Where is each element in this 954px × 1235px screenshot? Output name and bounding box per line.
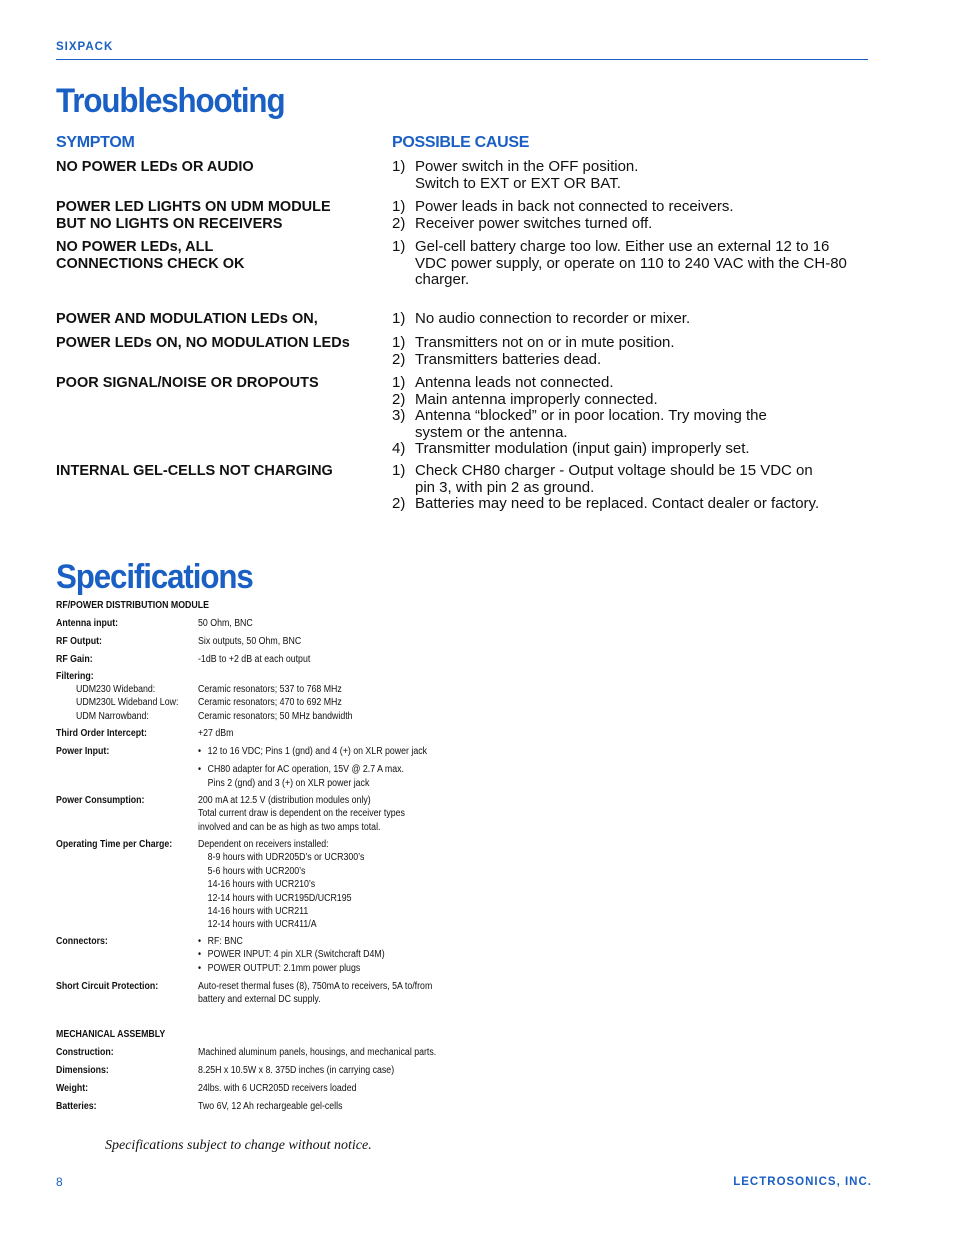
- cause-line: Antenna leads not connected.: [415, 374, 614, 391]
- symptom-line: CONNECTIONS CHECK OK: [56, 256, 245, 272]
- power-input-bullet-continued: Pins 2 (gnd) and 3 (+) on XLR power jack: [207, 777, 370, 789]
- short-circuit-value: [198, 980, 432, 1007]
- cause-number: 1): [392, 310, 406, 327]
- rf-module-heading: RF/POWER DISTRIBUTION MODULE: [56, 600, 210, 611]
- power-input-bullet: • CH80 adapter for AC operation, 15V @ 2.7 A max.: [198, 763, 427, 776]
- cause-number: 1): [392, 334, 406, 351]
- cause-line: Power leads in back not connected to receivers.: [415, 198, 734, 215]
- cause-item: [392, 216, 872, 233]
- possible-causes: [392, 159, 872, 192]
- operating-time-item: 5-6 hours with UCR200’s: [207, 865, 306, 877]
- filtering-value: Ceramic resonators; 537 to 768 MHz: [198, 684, 342, 695]
- cause-line: Transmitters batteries dead.: [415, 350, 602, 368]
- rf-output-label: RF Output:: [56, 636, 102, 647]
- cause-line: Transmitters not on or in mute position.: [415, 334, 675, 351]
- company-name: LECTROSONICS, INC.: [733, 1176, 872, 1188]
- power-consumption-line: involved and can be as high as two amps total.: [198, 821, 381, 833]
- connectors-label: Connectors:: [56, 936, 108, 947]
- cause-line: Gel-cell battery charge too low. Either use an external 12 to 16: [415, 238, 830, 255]
- cause-item: [392, 199, 872, 216]
- symptom-line: NO POWER LEDs OR AUDIO: [56, 159, 254, 175]
- cause-number: 2): [392, 214, 406, 232]
- connector-item: • POWER OUTPUT: 2.1mm power plugs: [198, 962, 385, 975]
- cause-item: [392, 159, 872, 192]
- possible-causes: [392, 199, 872, 232]
- cause-item: [392, 352, 872, 369]
- power-consumption-value: [198, 794, 405, 834]
- third-order-label: Third Order Intercept:: [56, 728, 147, 739]
- cause-item: [392, 496, 872, 513]
- rf-gain-value: -1dB to +2 dB at each output: [198, 654, 311, 665]
- batteries-value: Two 6V, 12 Ah rechargeable gel-cells: [198, 1101, 343, 1112]
- cause-item: [392, 375, 872, 392]
- cause-number: 3): [392, 407, 406, 424]
- antenna-input-label: Antenna input:: [56, 618, 119, 629]
- cause-item: [392, 441, 872, 458]
- construction-label: Construction:: [56, 1047, 114, 1058]
- operating-time-item: 14-16 hours with UCR210’s: [207, 879, 316, 891]
- filtering-value: Ceramic resonators; 470 to 692 MHz: [198, 697, 342, 708]
- symptom-text: [56, 311, 318, 328]
- cause-number: 1): [392, 462, 406, 479]
- cause-line: Main antenna improperly connected.: [415, 390, 658, 408]
- cause-number: 1): [392, 158, 406, 175]
- connector-item: • POWER INPUT: 4 pin XLR (Switchcraft D4M): [198, 948, 385, 961]
- specifications-title: Specifications: [56, 558, 253, 596]
- dimensions-value: 8.25H x 10.5W x 8. 375D inches (in carrying case): [198, 1065, 395, 1076]
- short-circuit-line: Auto-reset thermal fuses (8), 750mA to receivers, 5A to/from: [198, 981, 433, 992]
- symptom-line: POWER AND MODULATION LEDs ON,: [56, 311, 318, 327]
- symptom-text: [56, 199, 331, 233]
- possible-causes: [392, 311, 872, 328]
- symptom-line: POOR SIGNAL/NOISE OR DROPOUTS: [56, 375, 319, 391]
- cause-line: charger.: [415, 271, 470, 288]
- dimensions-label: Dimensions:: [56, 1065, 109, 1076]
- specifications-notice: Specifications subject to change without notice.: [105, 1138, 372, 1153]
- cause-line: Transmitter modulation (input gain) improperly set.: [415, 440, 750, 457]
- cause-line: VDC power supply, or operate on 110 to 240 VAC with the CH-80: [415, 254, 847, 272]
- filtering-label: Filtering:: [56, 671, 94, 682]
- cause-item: [392, 463, 872, 496]
- connectors-value: [198, 935, 385, 975]
- troubleshooting-title: Troubleshooting: [56, 82, 285, 120]
- operating-time-intro: Dependent on receivers installed:: [198, 839, 329, 850]
- power-input-value: [198, 745, 427, 790]
- cause-item: [392, 335, 872, 352]
- short-circuit-line: battery and external DC supply.: [198, 994, 321, 1006]
- cause-item: [392, 311, 872, 328]
- symptom-line: POWER LED LIGHTS ON UDM MODULE: [56, 199, 331, 215]
- cause-line: No audio connection to recorder or mixer.: [415, 310, 691, 327]
- weight-label: Weight:: [56, 1083, 89, 1094]
- cause-item: [392, 392, 872, 409]
- weight-value: 24lbs. with 6 UCR205D receivers loaded: [198, 1083, 357, 1094]
- antenna-input-value: 50 Ohm, BNC: [198, 618, 253, 629]
- batteries-label: Batteries:: [56, 1101, 97, 1112]
- operating-time-item: 12-14 hours with UCR411/A: [207, 919, 317, 931]
- third-order-value: +27 dBm: [198, 728, 234, 739]
- symptom-line: BUT NO LIGHTS ON RECEIVERS: [56, 216, 283, 232]
- cause-number: 2): [392, 495, 406, 512]
- possible-causes: [392, 463, 872, 513]
- symptom-text: [56, 159, 254, 176]
- filtering-sublabel: UDM230 Wideband:: [76, 684, 156, 695]
- header-divider: [56, 59, 868, 60]
- cause-line: Power switch in the OFF position.: [415, 158, 639, 175]
- cause-number: 1): [392, 374, 406, 391]
- symptom-text: [56, 335, 350, 352]
- symptom-text: [56, 463, 333, 480]
- cause-number: 1): [392, 238, 406, 255]
- symptom-text: [56, 375, 319, 392]
- operating-time-item: 8-9 hours with UDR205D’s or UCR300’s: [207, 852, 365, 864]
- symptom-text: [56, 239, 245, 273]
- operating-time-value: [198, 838, 364, 932]
- possible-cause-heading: POSSIBLE CAUSE: [392, 134, 530, 151]
- filtering-value: Ceramic resonators; 50 MHz bandwidth: [198, 711, 353, 722]
- mechanical-assembly-heading: MECHANICAL ASSEMBLY: [56, 1029, 166, 1040]
- cause-line: Batteries may need to be replaced. Contact dealer or factory.: [415, 495, 820, 512]
- power-input-label: Power Input:: [56, 746, 110, 757]
- power-consumption-line: Total current draw is dependent on the receiver types: [198, 808, 405, 820]
- filtering-sublabel: UDM230L Wideband Low:: [76, 697, 179, 708]
- possible-causes: [392, 375, 872, 458]
- filtering-sublabel: UDM Narrowband:: [76, 711, 149, 722]
- power-consumption-line: 200 mA at 12.5 V (distribution modules only): [198, 795, 371, 806]
- cause-line: Receiver power switches turned off.: [415, 214, 653, 232]
- power-consumption-label: Power Consumption:: [56, 795, 145, 806]
- possible-causes: [392, 335, 872, 368]
- rf-output-value: Six outputs, 50 Ohm, BNC: [198, 636, 302, 647]
- operating-time-item: 12-14 hours with UCR195D/UCR195: [207, 892, 352, 904]
- connector-item: • RF: BNC: [198, 935, 385, 948]
- short-circuit-label: Short Circuit Protection:: [56, 981, 159, 992]
- cause-line: pin 3, with pin 2 as ground.: [415, 478, 595, 496]
- symptom-line: NO POWER LEDs, ALL: [56, 239, 214, 255]
- cause-line: system or the antenna.: [415, 423, 568, 441]
- construction-value: Machined aluminum panels, housings, and mechanical parts.: [198, 1047, 437, 1058]
- power-input-bullet: • 12 to 16 VDC; Pins 1 (gnd) and 4 (+) on XLR power jack: [198, 745, 427, 758]
- symptom-line: POWER LEDs ON, NO MODULATION LEDs: [56, 335, 350, 351]
- cause-number: 1): [392, 198, 406, 215]
- page-number: 8: [56, 1175, 63, 1189]
- cause-number: 2): [392, 350, 406, 368]
- cause-number: 2): [392, 390, 406, 408]
- possible-causes: [392, 239, 872, 289]
- symptom-line: INTERNAL GEL-CELLS NOT CHARGING: [56, 463, 333, 479]
- cause-line: Check CH80 charger - Output voltage should be 15 VDC on: [415, 462, 813, 479]
- cause-item: [392, 408, 872, 441]
- rf-gain-label: RF Gain:: [56, 654, 93, 665]
- cause-number: 4): [392, 440, 406, 457]
- cause-line: Switch to EXT or EXT OR BAT.: [415, 174, 621, 192]
- operating-time-item: 14-16 hours with UCR211: [207, 906, 309, 918]
- operating-time-label: Operating Time per Charge:: [56, 839, 173, 850]
- cause-line: Antenna “blocked” or in poor location. Try moving the: [415, 407, 767, 424]
- header-label: SIXPACK: [56, 41, 114, 53]
- symptom-heading: SYMPTOM: [56, 134, 135, 151]
- cause-item: [392, 239, 872, 289]
